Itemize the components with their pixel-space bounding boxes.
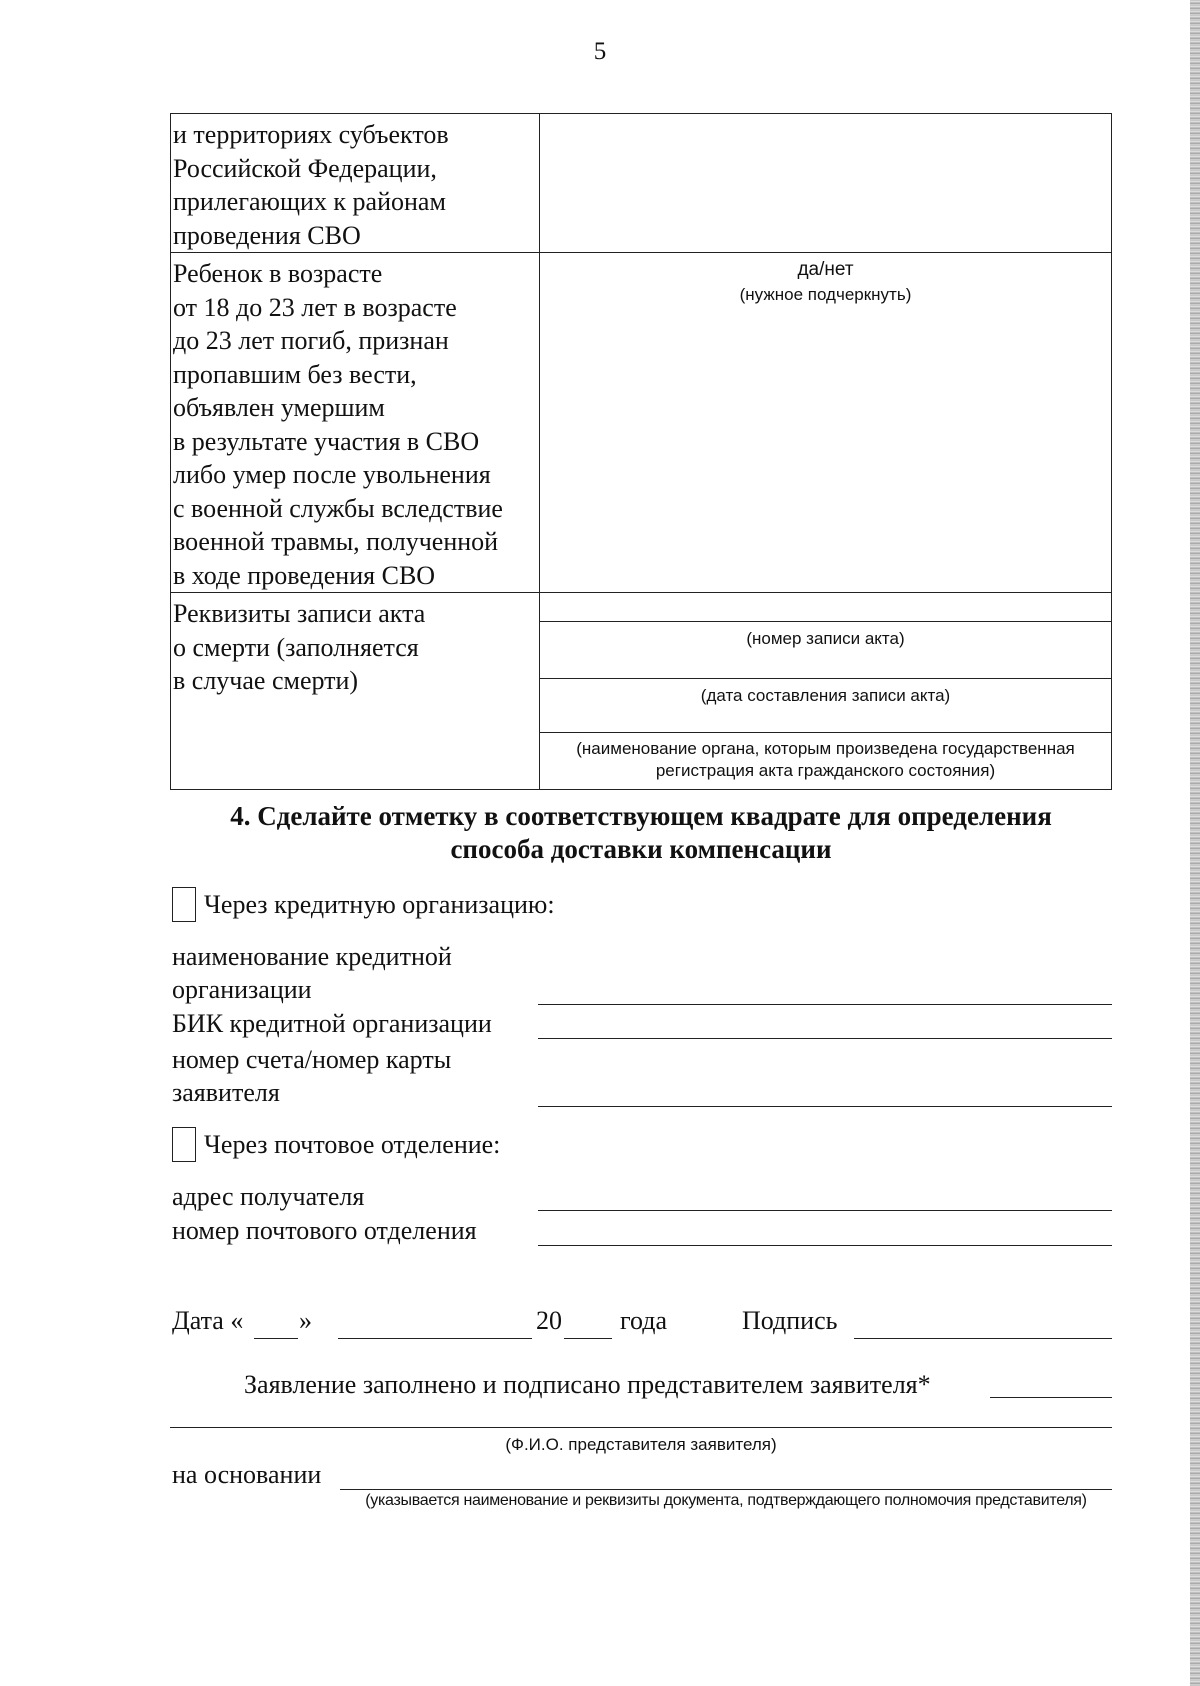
text-line: Российской Федерации,	[173, 153, 437, 183]
text-line: в ходе проведения СВО	[173, 560, 436, 590]
row-label-child-status	[171, 253, 540, 593]
text-line: пропавшим без вести,	[173, 359, 417, 389]
row-label-territories	[171, 114, 540, 253]
heading-line: способа доставки компенсации	[450, 834, 832, 864]
text-line: Реквизиты записи акта	[173, 599, 426, 628]
text-line: прилегающих к районам	[173, 187, 446, 216]
label-line: наименование кредитной	[172, 942, 452, 971]
basis-caption: (указывается наименование и реквизиты документа, подтверждающего полномочия представителя)	[365, 1492, 1087, 1509]
text-line: либо умер после увольнения	[173, 460, 491, 489]
representative-fio-field[interactable]	[170, 1427, 1112, 1428]
basis-field[interactable]	[340, 1489, 1112, 1490]
recipient-address-field[interactable]	[538, 1210, 1112, 1211]
representative-mark-field[interactable]	[990, 1397, 1112, 1398]
post-office-number-label: номер почтового отделения	[172, 1216, 477, 1245]
post-office-number-field[interactable]	[538, 1245, 1112, 1246]
text-line: военной травмы, полученной	[173, 527, 499, 556]
table-row	[171, 114, 1112, 253]
signature-label: Подпись	[742, 1306, 838, 1335]
text-line: с военной службы вследствие	[173, 493, 503, 523]
date-label: Дата «	[172, 1306, 244, 1335]
text-line: о смерти (заполняется	[173, 632, 419, 662]
label-line: организации	[172, 975, 312, 1004]
section-4-heading	[170, 800, 1112, 866]
credit-org-checkbox[interactable]	[172, 887, 196, 922]
post-office-checkbox[interactable]	[172, 1127, 196, 1162]
text-line: и территориях субъектов	[173, 120, 449, 149]
table-row	[171, 253, 1112, 593]
text-line: до 23 лет погиб, признан	[173, 326, 449, 355]
date-day-field[interactable]	[254, 1338, 298, 1339]
date-year-field[interactable]	[564, 1338, 612, 1339]
credit-org-name-label	[172, 940, 452, 1006]
registry-organ-field[interactable]	[540, 705, 1111, 733]
applicant-details-table	[170, 113, 1112, 790]
text-line: объявлен умершим	[173, 393, 385, 422]
year-suffix: года	[620, 1306, 668, 1335]
label-line: номер счета/номер карты	[172, 1045, 452, 1074]
year-prefix: 20	[536, 1306, 562, 1335]
death-record-value-cell	[540, 593, 1112, 790]
caption-line: (наименование органа, которым произведена государственная	[576, 739, 1075, 758]
text-line: от 18 до 23 лет в возрасте	[173, 292, 457, 322]
text-line: Ребенок в возрасте	[173, 259, 383, 288]
representative-fio-caption: (Ф.И.О. представителя заявителя)	[505, 1435, 777, 1454]
record-number-caption: (номер записи акта)	[746, 629, 905, 648]
text-line: в случае смерти)	[173, 666, 359, 695]
underline-hint: (нужное подчеркнуть)	[739, 285, 912, 304]
heading-line: 4. Сделайте отметку в соответствующем квадрате для определения	[230, 801, 1052, 831]
registry-organ-caption	[540, 733, 1111, 783]
post-office-option-label: Через почтовое отделение:	[204, 1130, 501, 1159]
date-month-field[interactable]	[338, 1338, 532, 1339]
bik-field[interactable]	[538, 1038, 1112, 1039]
representative-statement: Заявление заполнено и подписано представителем заявителя*	[244, 1370, 931, 1399]
recipient-address-label: адрес получателя	[172, 1182, 365, 1211]
row-label-death-record	[171, 593, 540, 790]
date-close-quote: »	[299, 1306, 312, 1335]
credit-org-name-field[interactable]	[538, 1004, 1112, 1005]
page-number: 5	[593, 38, 607, 65]
territories-value-cell[interactable]	[540, 114, 1112, 253]
credit-org-option-label: Через кредитную организацию:	[204, 890, 555, 919]
signature-field[interactable]	[854, 1338, 1112, 1339]
label-line: заявителя	[172, 1078, 280, 1107]
account-label	[172, 1043, 451, 1109]
table-row	[171, 593, 1112, 790]
yes-no-option[interactable]: да/нет	[797, 259, 854, 280]
bik-label: БИК кредитной организации	[172, 1009, 492, 1038]
child-status-value-cell[interactable]	[540, 253, 1112, 593]
record-date-field[interactable]	[540, 652, 1111, 679]
text-line: проведения СВО	[173, 220, 361, 250]
scan-edge	[1190, 0, 1200, 1686]
account-field[interactable]	[538, 1106, 1112, 1107]
basis-label: на основании	[172, 1460, 322, 1489]
caption-line: регистрация акта гражданского состояния)	[655, 761, 996, 780]
text-line: в результате участия в СВО	[173, 426, 480, 456]
record-date-caption: (дата составления записи акта)	[700, 686, 951, 705]
record-number-field[interactable]	[540, 593, 1111, 622]
